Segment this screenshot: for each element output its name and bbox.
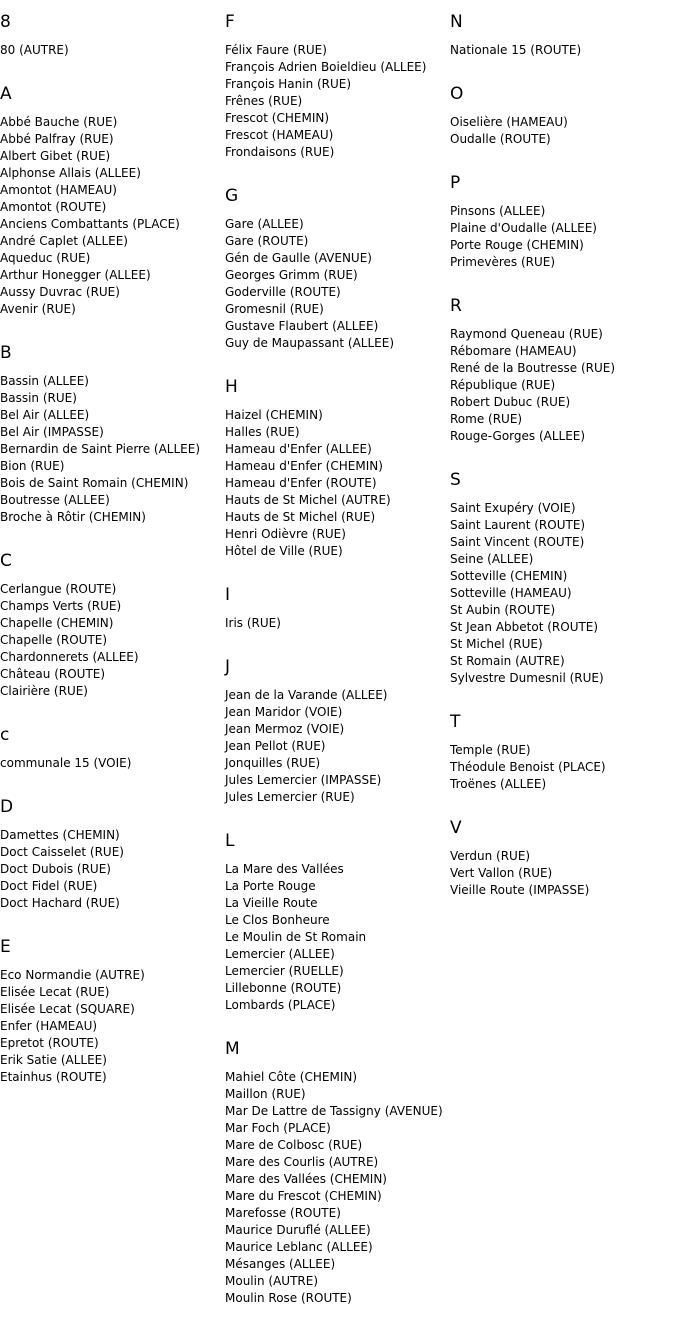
street-link[interactable]: Oudalle (ROUTE) [450,132,551,146]
street-link[interactable]: René de la Boutresse (RUE) [450,361,616,375]
street-link[interactable]: Bion (RUE) [0,459,65,473]
street-list [0,581,222,700]
street-link[interactable]: St Jean Abbetot (ROUTE) [450,620,599,634]
street-link[interactable]: Saint Vincent (ROUTE) [450,535,585,549]
street-list [450,500,672,687]
street-link[interactable]: Mar Foch (PLACE) [225,1121,331,1135]
street-link[interactable]: La Vieille Route [225,896,318,910]
street-link[interactable]: Doct Dubois (RUE) [0,862,111,876]
street-link[interactable]: Erik Satie (ALLEE) [0,1053,107,1067]
street-link[interactable]: Cerlangue (ROUTE) [0,582,117,596]
street-link[interactable]: Chapelle (CHEMIN) [0,616,114,630]
street-link[interactable]: Mare des Vallées (CHEMIN) [225,1172,387,1186]
street-list [0,827,222,912]
street-link[interactable]: Halles (RUE) [225,425,300,439]
section-letter-heading: D [0,797,14,817]
street-list [450,114,672,148]
street-index-column-3 [450,10,672,899]
street-list [450,326,672,445]
street-list [0,42,222,59]
street-link[interactable]: Temple (RUE) [450,743,531,757]
street-link[interactable]: Gare (ROUTE) [225,234,309,248]
street-link[interactable]: Sotteville (CHEMIN) [450,569,568,583]
street-link[interactable]: Sylvestre Dumesnil (RUE) [450,671,604,685]
street-link[interactable]: Arthur Honegger (ALLEE) [0,268,151,282]
street-link[interactable]: Doct Hachard (RUE) [0,896,120,910]
street-link[interactable]: Rouge-Gorges (ALLEE) [450,429,586,443]
street-link[interactable]: Porte Rouge (CHEMIN) [450,238,584,252]
street-link[interactable]: Chardonnerets (ALLEE) [0,650,139,664]
street-link[interactable]: Elisée Lecat (RUE) [0,985,110,999]
section-letter-heading: F [225,12,235,32]
street-link[interactable]: Robert Dubuc (RUE) [450,395,571,409]
section-letter-heading: R [450,296,462,316]
street-list [0,755,222,772]
street-link[interactable]: Jules Lemercier (RUE) [225,790,355,804]
street-link[interactable]: Mare des Courlis (AUTRE) [225,1155,379,1169]
street-link[interactable]: St Michel (RUE) [450,637,543,651]
street-link[interactable]: Frênes (RUE) [225,94,303,108]
street-link[interactable]: Hauts de St Michel (AUTRE) [225,493,391,507]
street-link[interactable]: Vert Vallon (RUE) [450,866,553,880]
street-link[interactable]: Amontot (HAMEAU) [0,183,117,197]
letter-section [0,935,222,1086]
street-list [225,861,447,1014]
section-letter-heading: S [450,470,461,490]
street-link[interactable]: Amontot (ROUTE) [0,200,107,214]
street-link[interactable]: Broche à Rôtir (CHEMIN) [0,510,146,524]
street-link[interactable]: Epretot (ROUTE) [0,1036,99,1050]
letter-section [450,710,672,793]
street-link[interactable]: La Porte Rouge [225,879,316,893]
section-letter-heading: N [450,12,463,32]
street-link[interactable]: Henri Odièvre (RUE) [225,527,346,541]
letter-section [450,82,672,148]
letter-section [225,829,447,1014]
street-index-column-1 [0,10,222,1086]
street-link[interactable]: Félix Faure (RUE) [225,43,327,57]
street-link[interactable]: Bel Air (ALLEE) [0,408,90,422]
letter-section [0,10,222,59]
street-link[interactable]: André Caplet (ALLEE) [0,234,128,248]
street-link[interactable]: Jean de la Varande (ALLEE) [225,688,388,702]
street-link[interactable]: Nationale 15 (ROUTE) [450,43,582,57]
street-link[interactable]: Lemercier (RUELLE) [225,964,344,978]
street-link[interactable]: Frescot (HAMEAU) [225,128,334,142]
letter-section [0,723,222,772]
street-link[interactable]: Doct Caisselet (RUE) [0,845,124,859]
section-letter-heading: T [450,712,461,732]
street-link[interactable]: Bassin (ALLEE) [0,374,89,388]
street-list [225,216,447,352]
letter-section [450,468,672,687]
street-link[interactable]: République (RUE) [450,378,556,392]
street-link[interactable]: Georges Grimm (RUE) [225,268,358,282]
street-link[interactable]: La Mare des Vallées [225,862,344,876]
street-link[interactable]: Marefosse (ROUTE) [225,1206,341,1220]
street-link[interactable]: Bernardin de Saint Pierre (ALLEE) [0,442,201,456]
street-link[interactable]: Hameau d'Enfer (ROUTE) [225,476,377,490]
street-link[interactable]: Seine (ALLEE) [450,552,534,566]
letter-section [0,795,222,912]
letter-section [0,341,222,526]
street-link[interactable]: Iris (RUE) [225,616,281,630]
street-link[interactable]: Enfer (HAMEAU) [0,1019,98,1033]
street-link[interactable]: Hauts de St Michel (RUE) [225,510,376,524]
section-letter-heading: J [225,657,231,677]
letter-section [450,294,672,445]
street-link[interactable]: Goderville (ROUTE) [225,285,341,299]
street-link[interactable]: Jean Mermoz (VOIE) [225,722,345,736]
street-link[interactable]: Gén de Gaulle (AVENUE) [225,251,372,265]
letter-section [225,655,447,806]
letter-section [450,816,672,899]
street-link[interactable]: St Romain (AUTRE) [450,654,565,668]
street-link[interactable]: Bel Air (IMPASSE) [0,425,104,439]
street-list [450,42,672,59]
street-link[interactable]: Maurice Duruflé (ALLEE) [225,1223,371,1237]
street-link[interactable]: Maurice Leblanc (ALLEE) [225,1240,373,1254]
street-link[interactable]: Château (ROUTE) [0,667,106,681]
street-link[interactable]: Sotteville (HAMEAU) [450,586,572,600]
street-link[interactable]: Raymond Queneau (RUE) [450,327,603,341]
section-letter-heading: A [0,84,12,104]
street-link[interactable]: Rome (RUE) [450,412,523,426]
street-link[interactable]: Damettes (CHEMIN) [0,828,120,842]
street-link[interactable]: Elisée Lecat (SQUARE) [0,1002,135,1016]
street-link[interactable]: Clairière (RUE) [0,684,88,698]
street-list [450,742,672,793]
street-list [225,42,447,161]
section-letter-heading: C [0,551,12,571]
street-link[interactable]: François Hanin (RUE) [225,77,352,91]
street-link[interactable]: Hameau d'Enfer (CHEMIN) [225,459,383,473]
street-link[interactable]: St Aubin (ROUTE) [450,603,556,617]
street-list [450,203,672,271]
section-letter-heading: G [225,186,239,206]
letter-section [450,10,672,59]
street-link[interactable]: Gustave Flaubert (ALLEE) [225,319,379,333]
street-link[interactable]: Hameau d'Enfer (ALLEE) [225,442,372,456]
street-link[interactable]: Lillebonne (ROUTE) [225,981,342,995]
street-link[interactable]: Bois de Saint Romain (CHEMIN) [0,476,189,490]
street-link[interactable]: Frondaisons (RUE) [225,145,335,159]
street-link[interactable]: Gare (ALLEE) [225,217,304,231]
street-list [0,967,222,1086]
street-link[interactable]: Gromesnil (RUE) [225,302,324,316]
section-letter-heading: M [225,1039,240,1059]
street-link[interactable]: Le Moulin de St Romain [225,930,367,944]
street-link[interactable]: Troënes (ALLEE) [450,777,547,791]
street-link[interactable]: Jean Maridor (VOIE) [225,705,343,719]
street-link[interactable]: Anciens Combattants (PLACE) [0,217,180,231]
street-link[interactable]: Jean Pellot (RUE) [225,739,326,753]
street-link[interactable]: Haizel (CHEMIN) [225,408,323,422]
street-link[interactable]: Alphonse Allais (ALLEE) [0,166,141,180]
street-link[interactable]: Albert Gibet (RUE) [0,149,111,163]
letter-section [225,375,447,560]
section-letter-heading: P [450,173,461,193]
street-list [0,114,222,318]
street-link[interactable]: Saint Exupéry (VOIE) [450,501,576,515]
section-letter-heading: V [450,818,462,838]
street-list [225,1069,447,1307]
street-link[interactable]: Le Clos Bonheure [225,913,330,927]
street-link[interactable]: Verdun (RUE) [450,849,531,863]
letter-section [0,82,222,318]
street-list [450,848,672,899]
street-link[interactable]: Plaine d'Oudalle (ALLEE) [450,221,597,235]
section-letter-heading: O [450,84,464,104]
street-link[interactable]: Moulin (AUTRE) [225,1274,318,1288]
street-link[interactable]: Etainhus (ROUTE) [0,1070,107,1084]
street-link[interactable]: Jules Lemercier (IMPASSE) [225,773,382,787]
street-link[interactable]: Aqueduc (RUE) [0,251,91,265]
street-link[interactable]: Mar De Lattre de Tassigny (AVENUE) [225,1104,443,1118]
street-list [225,407,447,560]
street-link[interactable]: Aussy Duvrac (RUE) [0,285,120,299]
street-link[interactable]: Chapelle (ROUTE) [0,633,108,647]
street-link[interactable]: Rébomare (HAMEAU) [450,344,577,358]
street-link[interactable]: François Adrien Boieldieu (ALLEE) [225,60,427,74]
street-index-column-2 [225,10,447,1307]
letter-section [0,549,222,700]
street-link[interactable]: Avenir (RUE) [0,302,76,316]
street-link[interactable]: Primevères (RUE) [450,255,556,269]
street-link[interactable]: Mésanges (ALLEE) [225,1257,336,1271]
street-link[interactable]: Oiselière (HAMEAU) [450,115,568,129]
street-link[interactable]: Maillon (RUE) [225,1087,306,1101]
street-link[interactable]: Pinsons (ALLEE) [450,204,546,218]
section-letter-heading: H [225,377,238,397]
letter-section [450,171,672,271]
section-letter-heading: 8 [0,12,11,32]
street-link[interactable]: Vieille Route (IMPASSE) [450,883,590,897]
street-link[interactable]: 80 (AUTRE) [0,43,69,57]
street-link[interactable]: Abbé Palfray (RUE) [0,132,114,146]
section-letter-heading: B [0,343,12,363]
street-link[interactable]: Guy de Maupassant (ALLEE) [225,336,395,350]
street-link[interactable]: Moulin Rose (ROUTE) [225,1291,352,1305]
street-link[interactable]: Doct Fidel (RUE) [0,879,98,893]
street-link[interactable]: Mare de Colbosc (RUE) [225,1138,363,1152]
street-link[interactable]: Saint Laurent (ROUTE) [450,518,586,532]
street-link[interactable]: Mare du Frescot (CHEMIN) [225,1189,382,1203]
street-link[interactable]: Eco Normandie (AUTRE) [0,968,145,982]
street-link[interactable]: Mahiel Côte (CHEMIN) [225,1070,358,1084]
letter-section [225,1037,447,1307]
street-link[interactable]: Boutresse (ALLEE) [0,493,110,507]
section-letter-heading: I [225,585,231,605]
letter-section [225,583,447,632]
section-letter-heading: c [0,725,10,745]
street-link[interactable]: Frescot (CHEMIN) [225,111,330,125]
street-link[interactable]: Abbé Bauche (RUE) [0,115,118,129]
street-list [0,373,222,526]
section-letter-heading: E [0,937,11,957]
street-list [225,687,447,806]
street-link[interactable]: Théodule Benoist (PLACE) [450,760,606,774]
section-letter-heading: L [225,831,235,851]
street-link[interactable]: Champs Verts (RUE) [0,599,122,613]
street-link[interactable]: communale 15 (VOIE) [0,756,132,770]
street-link[interactable]: Jonquilles (RUE) [225,756,321,770]
letter-section [225,184,447,352]
letter-section [225,10,447,161]
street-link[interactable]: Hôtel de Ville (RUE) [225,544,343,558]
street-link[interactable]: Lombards (PLACE) [225,998,336,1012]
street-link[interactable]: Bassin (RUE) [0,391,77,405]
street-list [225,615,447,632]
street-link[interactable]: Lemercier (ALLEE) [225,947,335,961]
